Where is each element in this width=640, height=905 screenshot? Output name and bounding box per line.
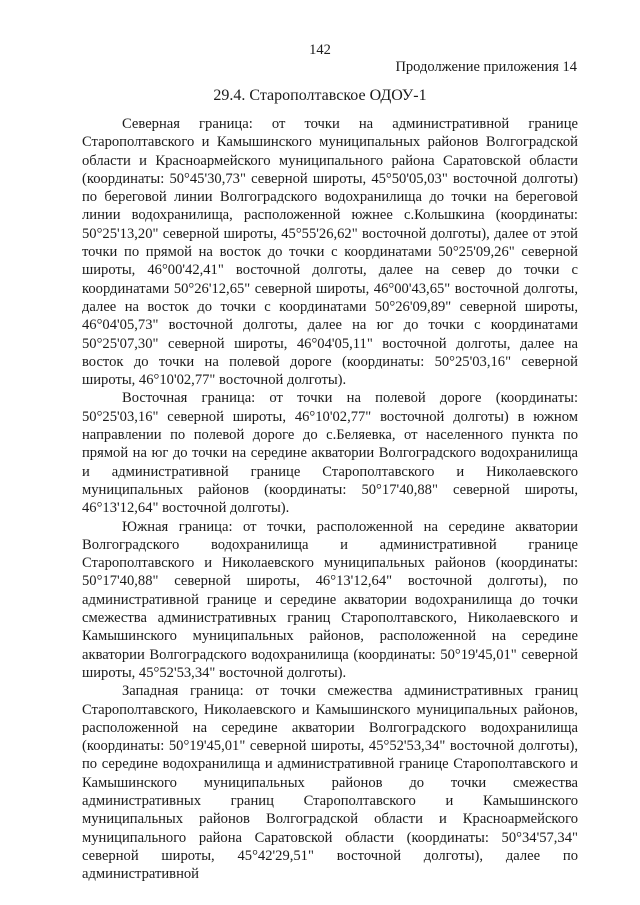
section-title: 29.4. Старополтавское ОДОУ-1 (213, 87, 427, 104)
page-number: 142 (309, 42, 331, 58)
paragraph-northern-border: Северная граница: от точки на административной границе Старополтавского и Камышинского муниципальных районов Волгоградской области и Красноармейского муниципального района Саратовской области (координаты: 50°45'30,73" северной широты, 45°50'05,03" восточной долготы) по береговой линии Волгоградского водохранилища до точки на береговой линии водохранилища, расположенной южнее с.Кольшкина (координаты: 50°25'13,20" северной широты, 45°55'26,62" восточной долготы), далее от этой точки по прямой на восток до точки с координатами 50°25'09,26" северной широты, 46°00'42,41" восточной долготы, далее на север до точки с координатами 50°26'12,65" северной широты, 46°00'43,65" восточной долготы, далее на восток до точки с координатами 50°26'09,89" северной широты, 46°04'05,73" восточной долготы, далее на юг до точки с координатами 50°25'07,30" северной широты, 46°04'05,11" восточной долготы, далее на восток до точки на полевой дороге (координаты: 50°25'03,16" северной широты, 46°10'02,77" восточной долготы). (82, 116, 578, 389)
paragraph-western-border: Западная граница: от точки смежества административных границ Старополтавского, Николаевского и Камышинского муниципальных районов, расположенной на середине акватории Волгоградского водохранилища (координаты: 50°19'45,01" северной широты, 45°52'53,34" восточной долготы), по середине водохранилища и административной границе Старополтавского и Камышинского муниципальных районов до точки смежества административных границ Старополтавского и Камышинского муниципальных районов Волгоградской области и Красноармейского муниципального района Саратовской области (координаты: 50°34'57,34" северной широты, 45°42'29,51" восточной долготы), далее по административной (82, 683, 578, 883)
body-text (82, 115, 578, 883)
paragraph-southern-border: Южная граница: от точки, расположенной на середине акватории Волгоградского водохранилища и административной границе Старополтавского и Николаевского муниципальных районов (координаты: 50°17'40,88" северной широты, 46°13'12,64" восточной долготы), по административной границе и середине акватории водохранилища до точки смежества административных границ Старополтавского, Николаевского и Камышинского муниципальных районов, расположенной на середине акватории Волгоградского водохранилища (координаты: 50°19'45,01" северной широты, 45°52'53,34" восточной долготы). (82, 518, 578, 681)
paragraph-eastern-border: Восточная граница: от точки на полевой дороге (координаты: 50°25'03,16" северной широты, 46°10'02,77" восточной долготы) в южном направлении по полевой дороге до с.Беляевка, от населенного пункта по прямой на юг до точки на середине акватории Волгоградского водохранилища и административной границе Старополтавского и Николаевского муниципальных районов (координаты: 50°17'40,88" северной широты, 46°13'12,64" восточной долготы). (82, 390, 578, 517)
appendix-continuation-note: Продолжение приложения 14 (395, 59, 577, 75)
